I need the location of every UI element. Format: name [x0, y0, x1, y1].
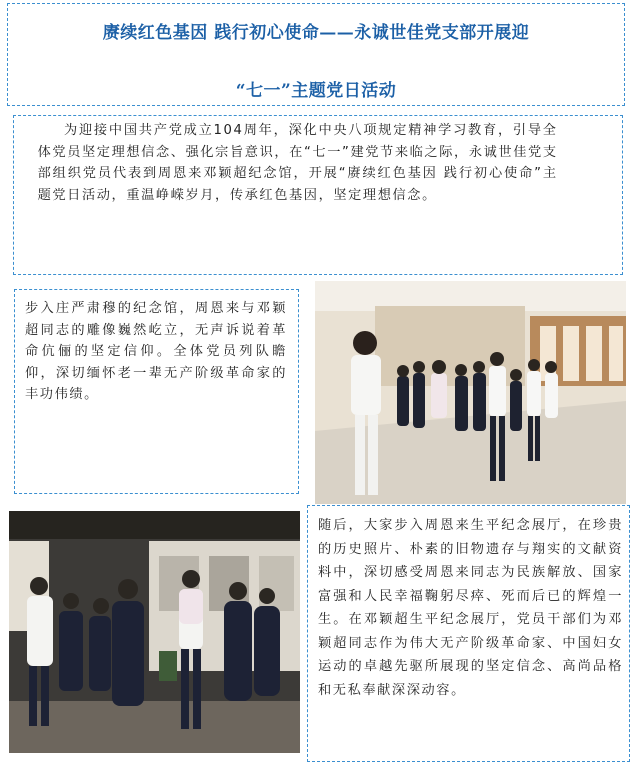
section2-paragraph: 随后，大家步入周恩来生平纪念展厅，在珍贵的历史照片、朴素的旧物遗存与翔实的文献资料中，深切感受周恩来同志为民族解放、国家富强和人民幸福鞠躬尽瘁、死而后已的辉煌一生。在邓颖超生平纪念展厅，党员干部们为邓颖超同志作为伟大无产阶级革命家、中国妇女运动的卓越先驱所展现的坚定信念、高尚品格和无私奉献深深动容。 — [318, 518, 623, 698]
museum-hall-photo — [315, 281, 626, 504]
article-title-line-2: “七一”主题党日活动 — [235, 81, 397, 101]
title-box — [7, 3, 625, 106]
intro-box — [13, 115, 623, 275]
exhibition-hall-photo — [9, 511, 300, 753]
section2-box — [307, 505, 630, 762]
intro-paragraph: 为迎接中国共产党成立104周年，深化中央八项规定精神学习教育，引导全体党员坚定理想信念、强化宗旨意识，在“七一”建党节来临之际，永诚世佳党支部组织党员代表到周恩来邓颖超纪念馆，开展“赓续红色基因 践行初心使命”主题党日活动，重温峥嵘岁月，传承红色基因，坚定理想信念。 — [37, 123, 558, 203]
section1-paragraph: 步入庄严肃穆的纪念馆，周恩来与邓颖超同志的雕像巍然屹立，无声诉说着革命伉俪的坚定信仰。全体党员列队瞻仰，深切缅怀老一辈无产阶级革命家的丰功伟绩。 — [25, 301, 287, 402]
article-title-line-1: 赓续红色基因 践行初心使命——永诚世佳党支部开展迎 — [102, 23, 530, 43]
section1-box — [14, 289, 299, 494]
